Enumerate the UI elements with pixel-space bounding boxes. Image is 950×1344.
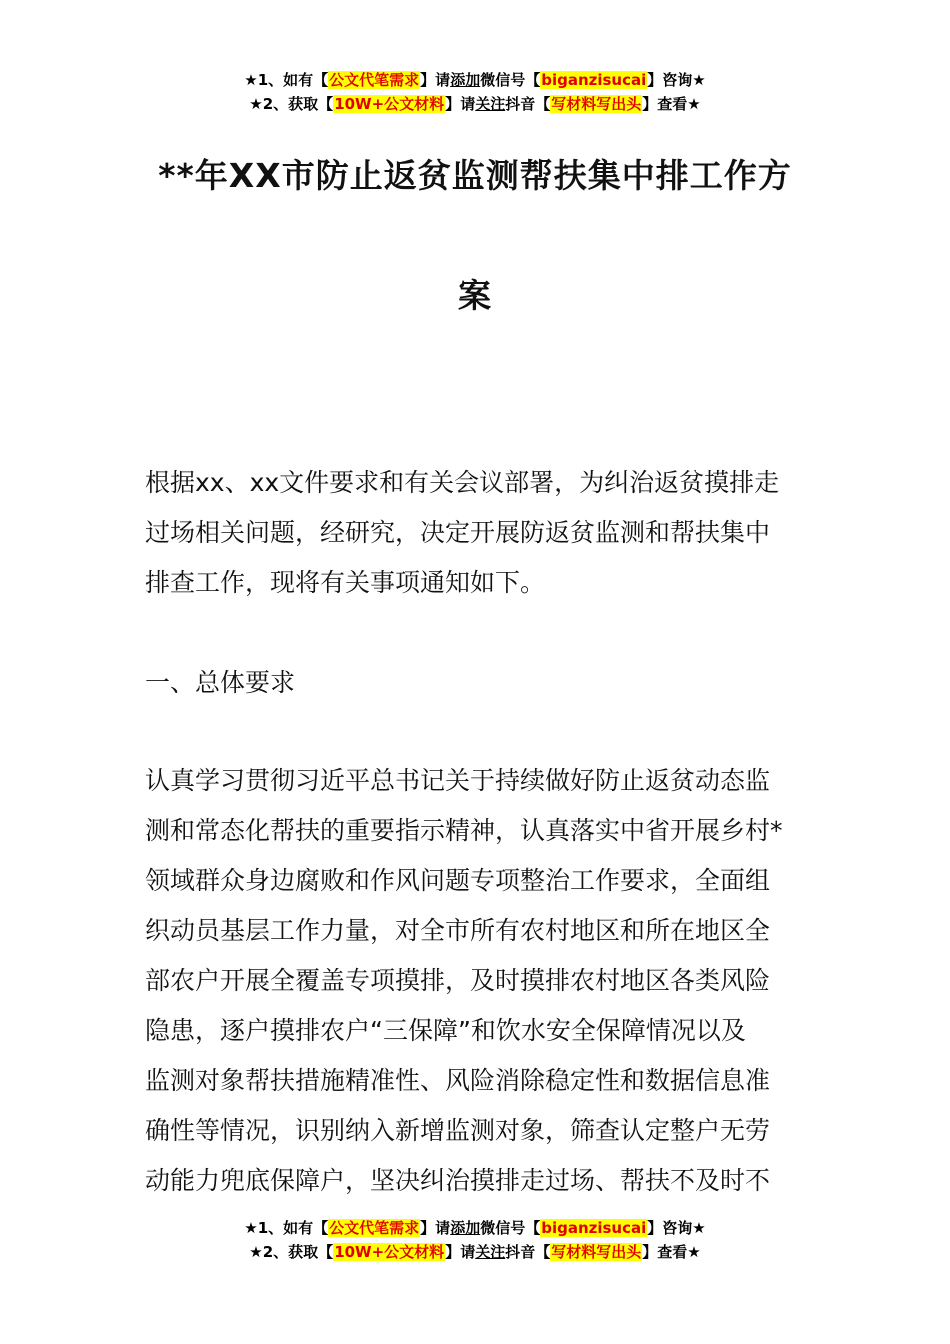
bottom-banner (0, 1216, 950, 1264)
banner-text: 微信号【 (480, 71, 541, 89)
banner-line-2 (0, 1240, 950, 1264)
intro-paragraph (145, 458, 810, 608)
requirements-paragraph (145, 756, 810, 1206)
paragraph-line: 动能力兜底保障户，坚决纠治摸排走过场、帮扶不及时不 (145, 1166, 771, 1195)
banner-text: 】请 (445, 95, 476, 113)
paragraph-line: 根据xx、xx文件要求和有关会议部署，为纠治返贫摸排走 (145, 468, 780, 497)
banner-highlight: 公文代笔需求 (329, 1219, 420, 1237)
paragraph-line: 隐患，逐户摸排农户“三保障”和饮水安全保障情况以及 (145, 1016, 746, 1045)
banner-text: 】查看★ (642, 1243, 701, 1261)
banner-emphasis: 添加 (450, 71, 481, 89)
document-title-line-2: 案 (458, 276, 492, 315)
banner-text: 抖音【 (505, 95, 551, 113)
banner-text: 】请 (420, 1219, 451, 1237)
paragraph-line: 确性等情况，识别纳入新增监测对象，筛查认定整户无劳 (145, 1116, 771, 1145)
banner-highlight: 10W+公文材料 (334, 1243, 445, 1261)
paragraph-line: 排查工作，现将有关事项通知如下。 (145, 568, 546, 597)
banner-text: ★1、如有【 (244, 1219, 329, 1237)
banner-text: 】请 (445, 1243, 476, 1261)
paragraph-line: 部农户开展全覆盖专项摸排，及时摸排农村地区各类风险 (145, 966, 771, 995)
banner-line-1 (0, 68, 950, 92)
top-banner (0, 68, 950, 116)
banner-text: ★2、获取【 (249, 95, 334, 113)
banner-text: ★2、获取【 (249, 1243, 334, 1261)
banner-highlight: 写材料写出头 (551, 1243, 642, 1261)
banner-highlight: 写材料写出头 (551, 95, 642, 113)
section-heading: 一、总体要求 (145, 668, 296, 697)
banner-emphasis: 添加 (450, 1219, 481, 1237)
paragraph-line: 过场相关问题，经研究，决定开展防返贫监测和帮扶集中 (145, 518, 771, 547)
banner-text: 】咨询★ (647, 1219, 706, 1237)
banner-highlight: 10W+公文材料 (334, 95, 445, 113)
banner-text: 微信号【 (480, 1219, 541, 1237)
banner-highlight: 公文代笔需求 (329, 71, 420, 89)
paragraph-line: 织动员基层工作力量，对全市所有农村地区和所在地区全 (145, 916, 771, 945)
banner-emphasis: 关注 (475, 95, 506, 113)
banner-text: 】请 (420, 71, 451, 89)
banner-text: 抖音【 (505, 1243, 551, 1261)
banner-text: ★1、如有【 (244, 71, 329, 89)
banner-highlight: biganzisucai (541, 1219, 647, 1237)
paragraph-line: 认真学习贯彻习近平总书记关于持续做好防止返贫动态监 (145, 766, 771, 795)
banner-text: 】查看★ (642, 95, 701, 113)
banner-emphasis: 关注 (475, 1243, 506, 1261)
paragraph-line: 领域群众身边腐败和作风问题专项整治工作要求，全面组 (145, 866, 771, 895)
paragraph-line: 测和常态化帮扶的重要指示精神，认真落实中省开展乡村* (145, 816, 783, 845)
paragraph-line: 监测对象帮扶措施精准性、风险消除稳定性和数据信息准 (145, 1066, 771, 1095)
banner-line-1 (0, 1216, 950, 1240)
banner-text: 】咨询★ (647, 71, 706, 89)
banner-line-2 (0, 92, 950, 116)
banner-highlight: biganzisucai (541, 71, 647, 89)
document-title-line-1: **年XX市防止返贫监测帮扶集中排工作方 (158, 156, 792, 195)
